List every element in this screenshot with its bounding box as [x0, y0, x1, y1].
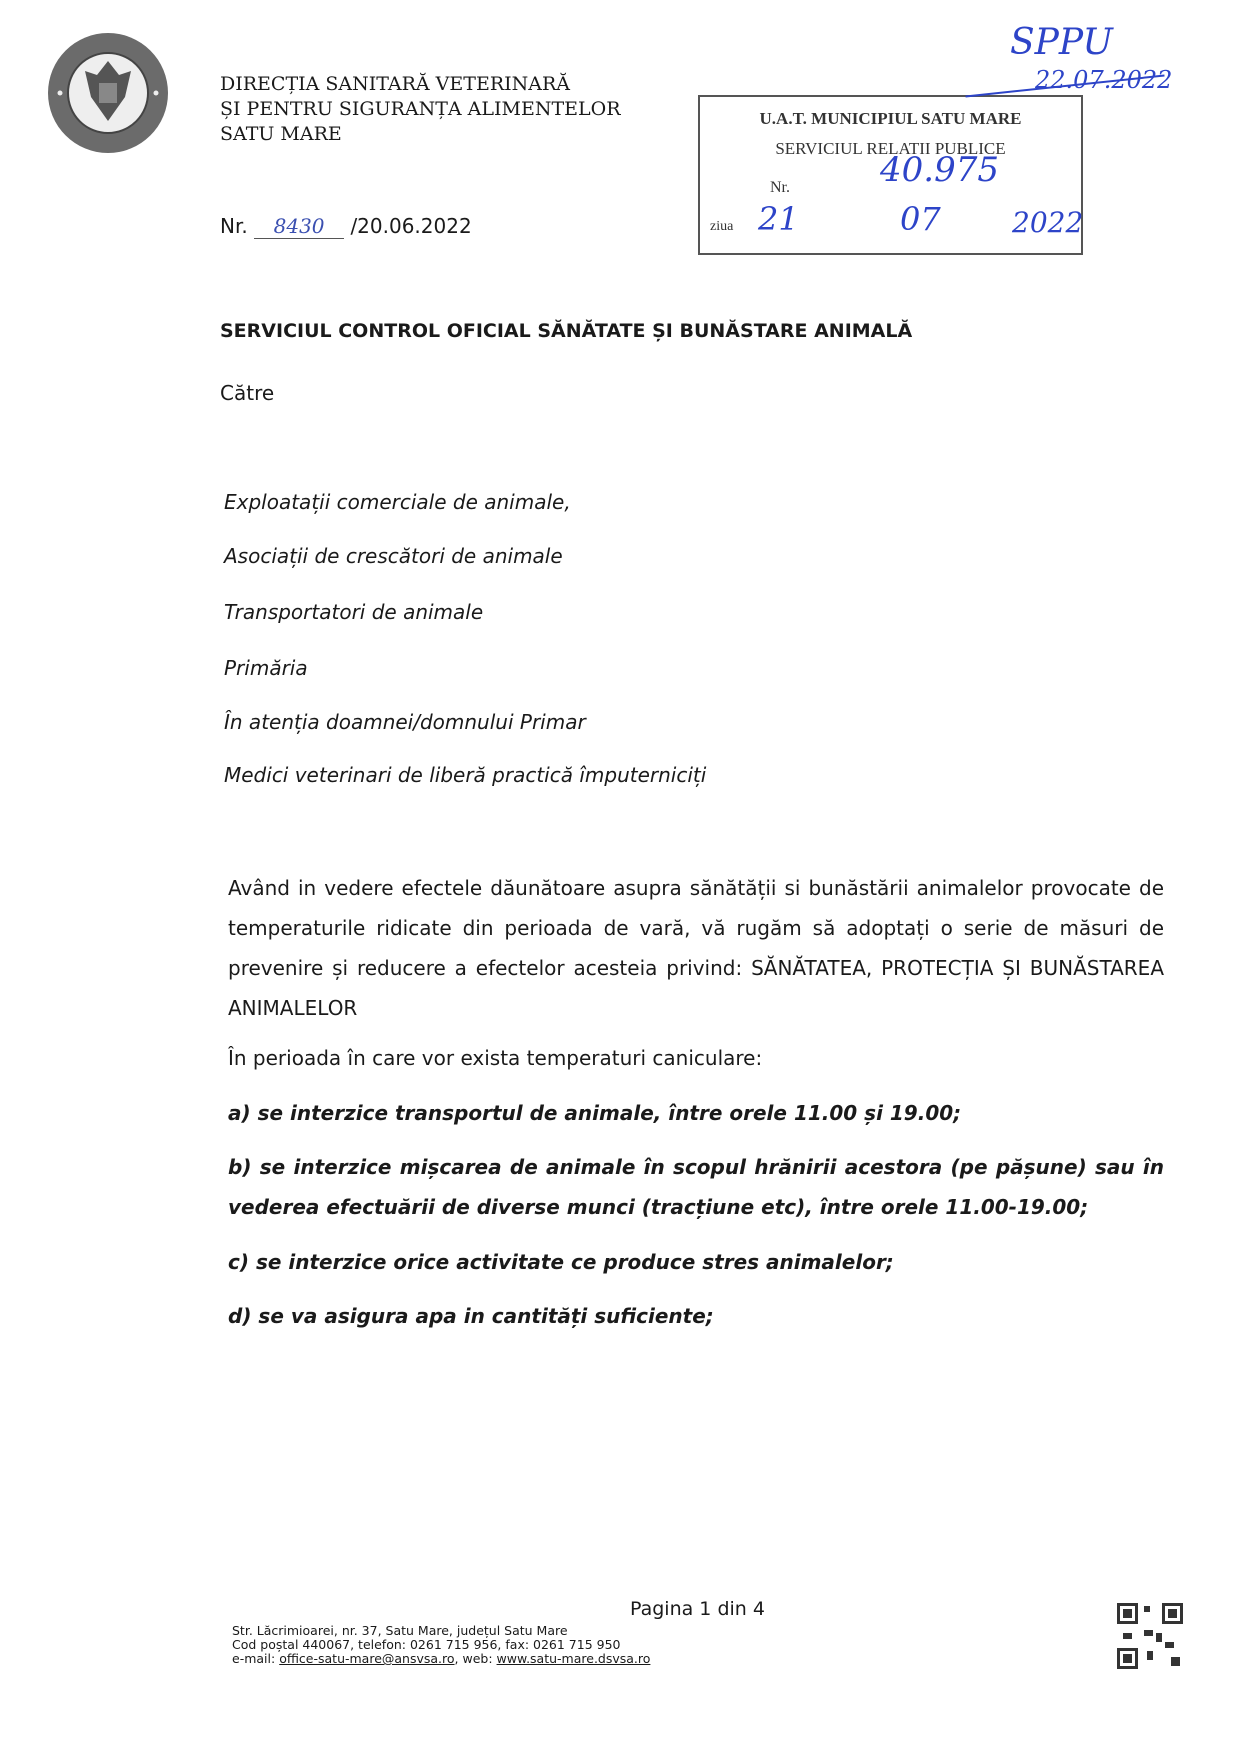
stamp-nr-value: 40.975 [880, 150, 999, 190]
government-seal-logo [47, 31, 169, 155]
recipient: Asociații de crescători de animale [224, 544, 563, 568]
org-line: ȘI PENTRU SIGURANȚA ALIMENTELOR [220, 98, 621, 120]
email-link[interactable]: office-satu-mare@ansvsa.ro [279, 1651, 455, 1666]
web-label: , web: [454, 1651, 493, 1666]
stamp-month: 07 [900, 200, 941, 238]
body-paragraph: Având in vedere efectele dăunătoare asupra sănătății si bunăstării animalelor provocate de temperaturile ridicate din perioada de vară, vă rugăm să adoptați o serie de măsuri de prevenire și reducere a efectelor acesteia privind: SĂNĂTATEA, PROTECȚIA ȘI BUNĂSTAREA ANIMALELOR [228, 876, 1164, 1020]
recipient: Transportatori de animale [224, 600, 484, 624]
organization-name [220, 72, 621, 147]
handwritten-annotation: SPPU [1010, 22, 1113, 63]
measure-item: a) se interzice transportul de animale, între orele 11.00 și 19.00; [228, 1101, 962, 1125]
to-label: Către [220, 381, 275, 405]
footer-phone-fax: Cod poștal 440067, telefon: 0261 715 956, fax: 0261 715 950 [232, 1637, 621, 1652]
recipient: În atenția doamnei/domnului Primar [224, 710, 586, 734]
web-link[interactable]: www.satu-mare.dsvsa.ro [496, 1651, 651, 1666]
nr-date: /20.06.2022 [350, 214, 472, 238]
measure-item: d) se va asigura apa in cantități suficiente; [228, 1304, 714, 1328]
stamp-institution: U.A.T. MUNICIPIUL SATU MARE [759, 109, 1022, 128]
stamp-year: 2022 [1012, 206, 1084, 239]
stamp-nr-label: Nr. [770, 179, 790, 196]
registration-number [220, 214, 472, 239]
recipient: Primăria [224, 656, 308, 680]
org-line: DIRECȚIA SANITARĂ VETERINARĂ [220, 73, 570, 95]
measures-intro: În perioada în care vor exista temperaturi caniculare: [228, 1046, 763, 1070]
department-heading: SERVICIUL CONTROL OFICIAL SĂNĂTATE ȘI BUNĂSTARE ANIMALĂ [220, 320, 913, 342]
measure-item: b) se interzice mișcarea de animale în scopul hrănirii acestora (pe pășune) sau în vederea efectuării de diverse munci (tracțiune etc), între orele 11.00-19.00; [228, 1155, 1164, 1219]
recipient: Exploatații comerciale de animale, [224, 490, 571, 514]
org-line: SATU MARE [220, 123, 342, 145]
nr-label: Nr. [220, 214, 248, 238]
nr-handwritten: 8430 [254, 214, 344, 239]
stamp-ziua-label: ziua [710, 219, 734, 234]
footer-address: Str. Lăcrimioarei, nr. 37, Satu Mare, județul Satu Mare [232, 1623, 568, 1638]
email-label: e-mail: [232, 1651, 276, 1666]
stamp-service: SERVICIUL RELATII PUBLICE [775, 139, 1006, 158]
recipient: Medici veterinari de liberă practică împuterniciți [224, 763, 707, 787]
handwritten-annotation-date: 22.07.2022 [1035, 66, 1173, 94]
measure-item: c) se interzice orice activitate ce produce stres animalelor; [228, 1250, 894, 1274]
footer-contact [232, 1624, 650, 1666]
page-number: Pagina 1 din 4 [630, 1598, 765, 1620]
stamp-day: 21 [758, 200, 799, 238]
qr-code [1117, 1603, 1183, 1669]
